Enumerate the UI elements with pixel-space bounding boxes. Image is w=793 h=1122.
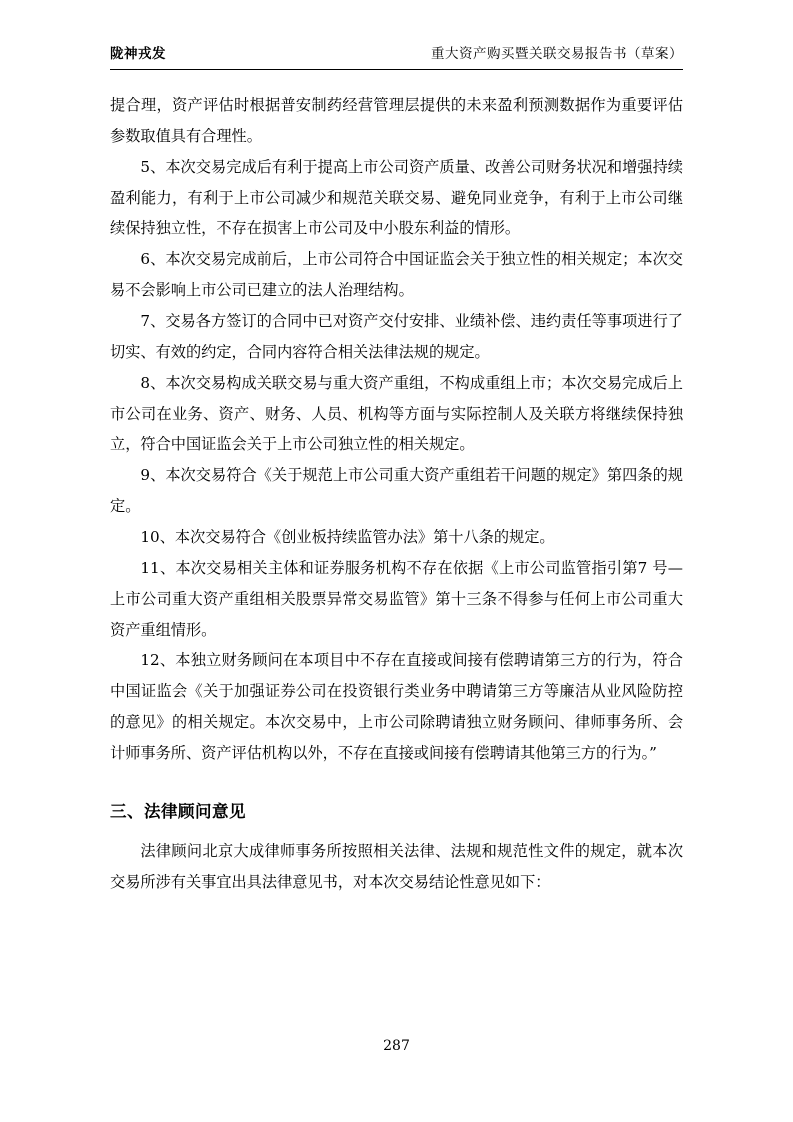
paragraph-continuation: 提合理，资产评估时根据普安制药经营管理层提供的未来盈利预测数据作为重要评估参数取值具有合理性。	[110, 96, 683, 145]
page-number: 287	[383, 1038, 410, 1054]
header-divider	[110, 69, 683, 70]
paragraph-item-12: 12、本独立财务顾问在本项目中不存在直接或间接有偿聘请第三方的行为，符合中国证监会《关于加强证券公司在投资银行类业务中聘请第三方等廉洁从业风险防控的意见》的相关规定。本次交易中，上市公司除聘请独立财务顾问、律师事务所、会计师事务所、资产评估机构以外，不存在直接或间接有偿聘请其他第三方的行为。”	[110, 651, 683, 763]
paragraph-item-7: 7、交易各方签订的合同中已对资产交付安排、业绩补偿、违约责任等事项进行了切实、有效的约定，合同内容符合相关法律法规的规定。	[110, 312, 683, 361]
page-header	[110, 42, 683, 69]
section-paragraph-1: 法律顾问北京大成律师事务所按照相关法律、法规和规范性文件的规定，就本次交易所涉有关事宜出具法律意见书，对本次交易结论性意见如下：	[110, 841, 683, 891]
header-document-title: 重大资产购买暨关联交易报告书（草案）	[431, 46, 683, 62]
body-text	[110, 90, 683, 898]
header-company-name: 陇神戎发	[110, 46, 166, 62]
page-content	[110, 42, 683, 898]
paragraph-item-6: 6、本次交易完成前后，上市公司符合中国证监会关于独立性的相关规定；本次交易不会影响上市公司已建立的法人治理结构。	[110, 250, 683, 300]
paragraph-item-10: 10、本次交易符合《创业板持续监管办法》第十八条的规定。	[140, 528, 555, 547]
paragraph-item-9: 9、本次交易符合《关于规范上市公司重大资产重组若干问题的规定》第四条的规定。	[110, 466, 683, 516]
paragraph-item-8: 8、本次交易构成关联交易与重大资产重组，不构成重组上市；本次交易完成后上市公司在业务、资产、财务、人员、机构等方面与实际控制人及关联方将继续保持独立，符合中国证监会关于上市公司独立性的相关规定。	[110, 373, 683, 454]
paragraph-item-11: 11、本次交易相关主体和证券服务机构不存在依据《上市公司监管指引第7 号—上市公司重大资产重组相关股票异常交易监管》第十三条不得参与任何上市公司重大资产重组情形。	[110, 558, 683, 639]
section-heading-legal-counsel-opinion: 三、法律顾问意见	[110, 801, 246, 821]
paragraph-item-5: 5、本次交易完成后有利于提高上市公司资产质量、改善公司财务状况和增强持续盈利能力，有利于上市公司减少和规范关联交易、避免同业竞争，有利于上市公司继续保持独立性，不存在损害上市公司及中小股东利益的情形。	[110, 157, 683, 238]
